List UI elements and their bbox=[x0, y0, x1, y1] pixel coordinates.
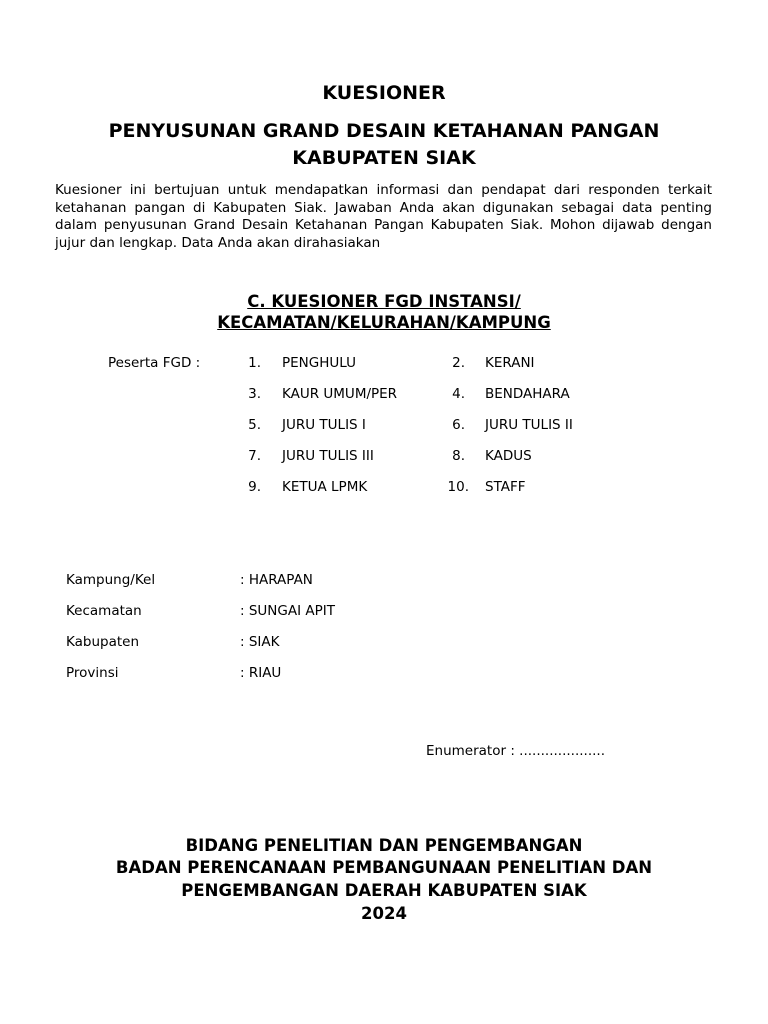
participant-number: 4. bbox=[452, 386, 465, 402]
participant-name: BENDAHARA bbox=[485, 386, 570, 402]
participant-name: KAUR UMUM/PER bbox=[282, 386, 398, 402]
section-heading-line-2 bbox=[0, 313, 768, 333]
participant-number: 1. bbox=[248, 355, 261, 371]
footer-line-1: BIDANG PENELITIAN DAN PENGEMBANGAN bbox=[185, 836, 583, 855]
participant-number: 9. bbox=[248, 479, 261, 495]
participant-name: KADUS bbox=[485, 448, 532, 464]
section-heading-text-1: C. KUESIONER FGD INSTANSI/ bbox=[247, 292, 521, 311]
participant-name: KERANI bbox=[485, 355, 535, 371]
section-heading-line-1 bbox=[0, 292, 768, 312]
participant-name: STAFF bbox=[485, 479, 526, 495]
location-label-provinsi: Provinsi bbox=[66, 665, 119, 681]
participant-number: 2. bbox=[452, 355, 465, 371]
participant-name: JURU TULIS II bbox=[485, 417, 573, 433]
document-subtitle-line-1: PENYUSUNAN GRAND DESAIN KETAHANAN PANGAN bbox=[108, 120, 660, 142]
intro-paragraph: Kuesioner ini bertujuan untuk mendapatkan informasi dan pendapat dari responden terkait ketahanan pangan di Kabupaten Siak. Jawaban Anda akan digunakan sebagai data penting dalam penyusunan Grand Desain Ketahanan Pangan Kabupaten Siak. Mohon dijawab dengan jujur dan lengkap. Data Anda akan dirahasiakan bbox=[55, 182, 712, 251]
location-label-kecamatan: Kecamatan bbox=[66, 603, 142, 619]
participant-name: KETUA LPMK bbox=[282, 479, 368, 495]
location-label-kampung: Kampung/Kel bbox=[66, 572, 156, 588]
section-heading-text-2: KECAMATAN/KELURAHAN/KAMPUNG bbox=[217, 313, 551, 332]
document-title: KUESIONER bbox=[322, 82, 446, 104]
location-value-kabupaten: : SIAK bbox=[240, 634, 280, 650]
footer-year: 2024 bbox=[361, 904, 407, 923]
document-subtitle-line-2: KABUPATEN SIAK bbox=[292, 147, 476, 169]
participants-label: Peserta FGD : bbox=[108, 355, 201, 371]
participant-number: 5. bbox=[248, 417, 261, 433]
participant-number: 3. bbox=[248, 386, 261, 402]
participant-number: 7. bbox=[248, 448, 261, 464]
location-value-kecamatan: : SUNGAI APIT bbox=[240, 603, 335, 619]
participant-name: PENGHULU bbox=[282, 355, 356, 371]
location-label-kabupaten: Kabupaten bbox=[66, 634, 140, 650]
enumerator-field: Enumerator : .................... bbox=[426, 743, 605, 759]
footer-line-2: BADAN PERENCANAAN PEMBANGUNAAN PENELITIAN DAN bbox=[115, 858, 653, 877]
participant-number: 10. bbox=[447, 479, 469, 495]
location-value-provinsi: : RIAU bbox=[240, 665, 282, 681]
participant-number: 6. bbox=[452, 417, 465, 433]
footer-line-3: PENGEMBANGAN DAERAH KABUPATEN SIAK bbox=[181, 881, 587, 900]
participant-name: JURU TULIS III bbox=[282, 448, 374, 464]
participant-name: JURU TULIS I bbox=[282, 417, 366, 433]
location-value-kampung: : HARAPAN bbox=[240, 572, 313, 588]
participant-number: 8. bbox=[452, 448, 465, 464]
